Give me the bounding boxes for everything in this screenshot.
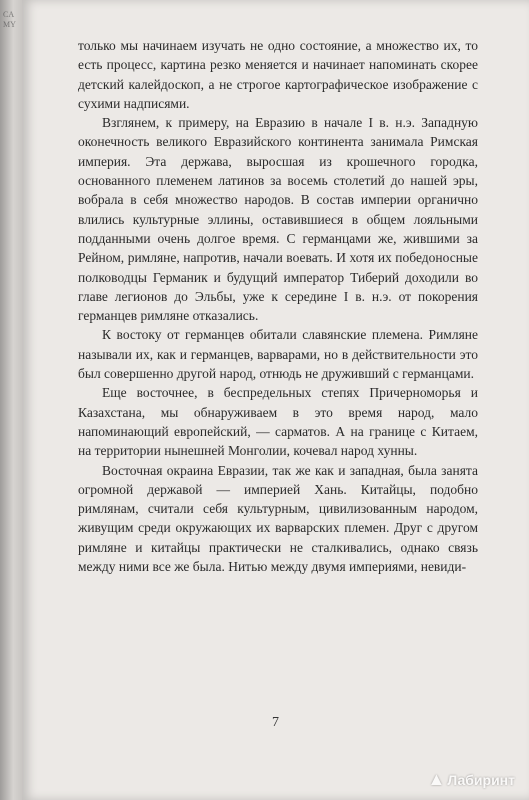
watermark-text: Лабиринт [447, 771, 515, 788]
paragraph: Взглянем, к примеру, на Евразию в начале I в. н.э. Западную оконечность великого Евразийского континента занимала Римская империя. Эта держава, выросшая из крошечного городка, основанного племенем латинов за восемь столетий до нашей эры, вобрала в себя множество народов. В состав империи органично влились культурные эллины, оставившиеся в общем лояльными подданными очень долгое время. С германцами же, жившими за Рейном, римляне, напротив, начали воевать. И хотя их победоносные полководцы Германик и будущий император Тиберий доходили во главе легионов до Эльбы, уже к середине I в. н.э. от покорения германцев римляне отказались. [78, 115, 478, 324]
paragraph: Восточная окраина Евразии, так же как и западная, была занята огромной державой — империей Хань. Китайцы, подобно римлянам, считали себя культурным, цивилизованным народом, живущим среди окружающих их варварских племен. Друг с другом римляне и китайцы практически не сталкивались, однако связь между ними все же была. Нитью между двумя империями, невиди- [78, 462, 478, 575]
spine-text: CAMY [3, 10, 16, 29]
watermark [427, 769, 515, 790]
book-spine [0, 0, 22, 800]
page-number: 7 [272, 715, 279, 730]
book-page [22, 0, 529, 800]
paragraph: Еще восточнее, в беспредельных степях Причерноморья и Казахстана, мы обнаруживаем в это время народ, мало напоминающий европейский, — сарматов. А на границе с Китаем, на территории нынешней Монголии, кочевал народ хунны. [78, 385, 478, 459]
page-text [78, 36, 478, 576]
paragraph: только мы начинаем изучать не одно состояние, а множество их, то есть процесс, картина резко меняется и начинает напоминать скорее детский калейдоскоп, а не строгое картографическое изображение с сухими надписями. [78, 38, 478, 111]
labirint-logo-icon: ▲ [427, 769, 446, 789]
paragraph: К востоку от германцев обитали славянские племена. Римляне называли их, как и германцев, варварами, но в действительности это был совершенно другой народ, отнюдь не друживший с германцами. [78, 327, 478, 382]
